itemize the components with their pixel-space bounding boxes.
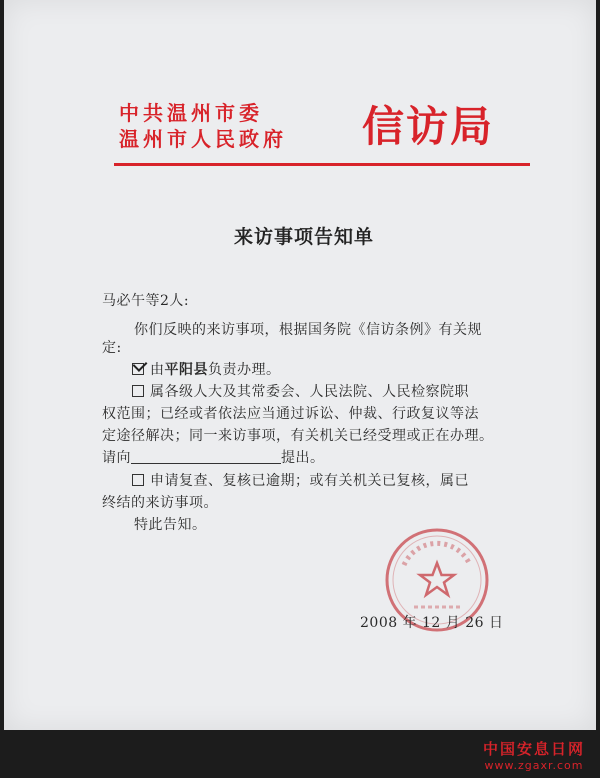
site-watermark xyxy=(470,738,598,772)
watermark-name: 中国安息日网 xyxy=(482,740,585,758)
letterhead-line-2: 温州市人民政府 xyxy=(119,127,287,151)
option-3-line-2: 终结的来访事项。 xyxy=(102,495,218,511)
watermark-url: www.zgaxr.com xyxy=(484,759,584,772)
document-title: 来访事项告知单 xyxy=(233,226,374,248)
option-2-line-3: 定途径解决；同一来访事项，有关机关已经受理或正在办理。 xyxy=(102,428,494,444)
option-3-line-1 xyxy=(132,470,469,490)
option-2-line-1 xyxy=(132,381,469,401)
intro-line-1: 你们反映的来访事项，根据国务院《信访条例》有关规 xyxy=(134,322,482,338)
option-2-text-1: 属各级人大及其常委会、人民法院、人民检察院职 xyxy=(150,384,469,400)
letterhead-bureau: 信访局 xyxy=(362,102,495,151)
document-page xyxy=(4,0,596,730)
option-2-line-4 xyxy=(102,447,325,467)
option-2-checkbox-icon xyxy=(132,385,144,397)
letterhead-organization xyxy=(119,100,287,152)
recipient: 马必午等2人: xyxy=(102,293,190,309)
option-3-checkbox-icon xyxy=(132,474,144,486)
option-2-request-prefix: 请向 xyxy=(102,450,131,466)
letterhead-line-1: 中共温州市委 xyxy=(119,101,263,125)
letterhead-divider xyxy=(114,163,530,166)
option-2-request-suffix: 提出。 xyxy=(281,450,325,466)
option-2-line-2: 权范围；已经或者依法应当通过诉讼、仲裁、行政复议等法 xyxy=(102,406,479,422)
option-1-prefix: 由 xyxy=(150,362,165,378)
option-1-suffix: 负责办理。 xyxy=(208,362,281,378)
option-3-text-1: 申请复查、复核已逾期；或有关机关已复核，属已 xyxy=(150,473,469,489)
closing-text: 特此告知。 xyxy=(134,517,207,533)
intro-line-2: 定: xyxy=(102,340,122,356)
option-1-county: 平阳县 xyxy=(164,362,208,378)
option-2-blank-line xyxy=(131,451,281,464)
option-1 xyxy=(132,359,281,379)
option-1-checkbox-icon xyxy=(132,363,144,375)
document-date: 2008 年 12 月 26 日 xyxy=(360,615,504,631)
